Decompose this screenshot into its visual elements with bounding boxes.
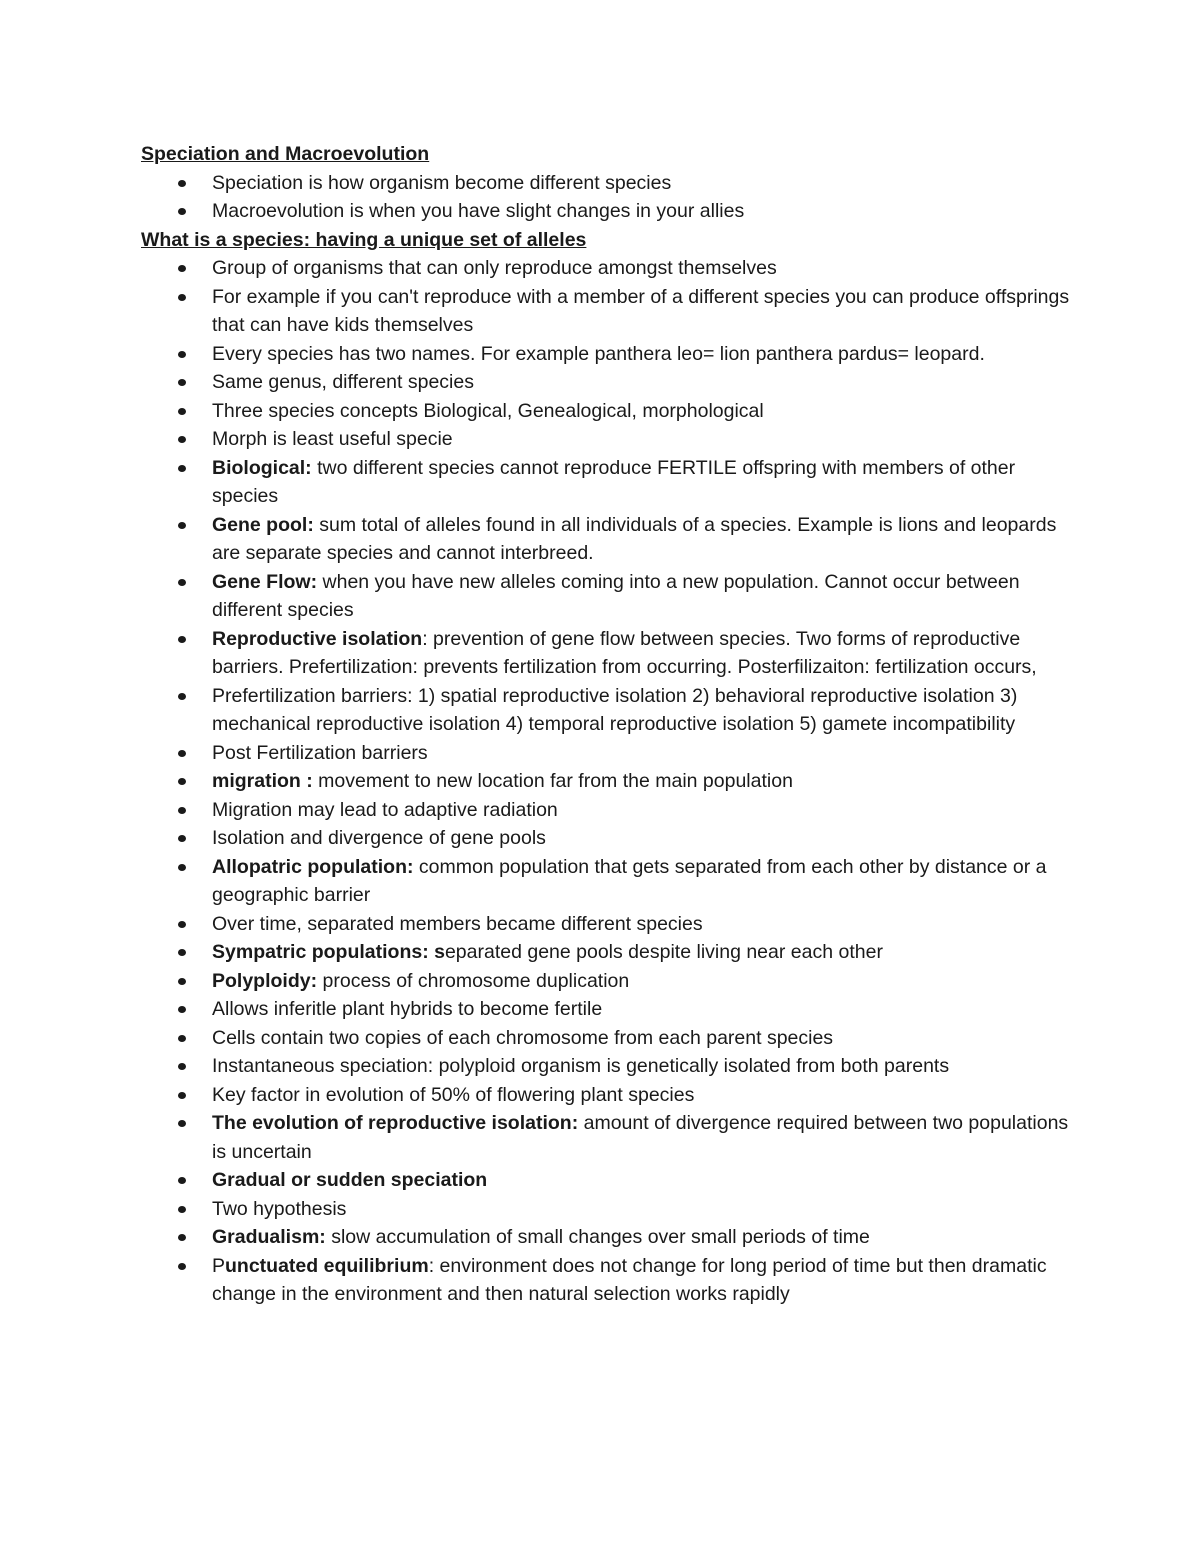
text-run: Macroevolution is when you have slight changes in your allies (212, 200, 745, 222)
bullet-icon (178, 1035, 186, 1042)
bullet-icon (178, 579, 186, 586)
bullet-icon (178, 978, 186, 985)
bullet-icon (178, 1206, 186, 1213)
list-item (141, 682, 1071, 739)
list-item (141, 1052, 1071, 1081)
bullet-icon (178, 1177, 186, 1184)
list-item (141, 425, 1071, 454)
text-run: eparated gene pools despite living near each other (444, 941, 883, 963)
list-item (141, 1166, 1071, 1195)
bullet-icon (178, 1263, 186, 1270)
text-run: Post Fertilization barriers (212, 741, 428, 764)
bullet-icon (178, 693, 186, 700)
list-item (141, 1109, 1071, 1166)
section-heading: Speciation and Macroevolution (141, 143, 430, 165)
list-item (141, 1195, 1071, 1224)
bullet-icon (178, 351, 186, 358)
bullet-icon (178, 379, 186, 386)
list-item (141, 1223, 1071, 1252)
list-item-text (212, 1112, 1068, 1163)
bullet-icon (178, 436, 186, 443)
bullet-icon (178, 408, 186, 415)
list-item (141, 340, 1071, 369)
list-item (141, 368, 1071, 397)
text-run: Isolation and divergence of gene pools (212, 827, 546, 849)
list-item-text (212, 941, 883, 963)
text-run: Cells contain two copies of each chromosome from each parent species (212, 1026, 834, 1049)
bullet-icon (178, 636, 186, 643)
list-item-text (212, 1169, 487, 1191)
list-item-text (212, 628, 1037, 679)
bullet-icon (178, 1006, 186, 1013)
text-run: Group of organisms that can only reproduce amongst themselves (212, 257, 777, 279)
list-item-text (212, 770, 793, 792)
list-item-text (212, 1055, 949, 1077)
bold-term: unctuated equilibrium (225, 1254, 429, 1277)
list-item-text (212, 1226, 870, 1248)
list-item (141, 995, 1071, 1024)
bold-term: Polyploidy: (212, 969, 318, 992)
list-item (141, 824, 1071, 853)
list-item-text (212, 571, 1020, 622)
text-run: Speciation is how organism become different species (212, 171, 672, 194)
text-run: Same genus, different species (212, 371, 474, 393)
list-item-text (212, 856, 1047, 907)
list-item (141, 767, 1071, 796)
document-page (141, 140, 1071, 1309)
bold-term: migration : (212, 770, 313, 792)
list-item-text (212, 257, 777, 279)
bullet-icon (178, 750, 186, 757)
text-run: P (212, 1254, 226, 1277)
bullet-icon (178, 1092, 186, 1099)
list-item-text (212, 1255, 1047, 1306)
list-item (141, 796, 1071, 825)
bold-term: Biological: (212, 456, 312, 479)
list-item-text (212, 998, 602, 1020)
text-run: slow accumulation of small changes over small periods of time (325, 1226, 870, 1248)
list-item (141, 454, 1071, 511)
text-run: : prevention of gene flow between species. Two forms of reproductive barriers. Prefertilization: prevents fertilization from occurring. Posterfilizaiton: fertilization occurs, (212, 627, 1037, 678)
list-item (141, 254, 1071, 283)
list-item-text (212, 343, 985, 365)
list-item-text (212, 970, 629, 992)
list-item-text (212, 827, 546, 849)
list-item (141, 625, 1071, 682)
list-item (141, 568, 1071, 625)
list-item (141, 511, 1071, 568)
text-run: : environment does not change for long period of time but then dramatic change in the environment and then natural selection works rapidly (212, 1254, 1047, 1305)
bullet-list (141, 169, 1071, 226)
bullet-icon (178, 921, 186, 928)
bold-term: Gradualism: (212, 1226, 326, 1248)
text-run: Allows inferitle plant hybrids to become fertile (212, 998, 603, 1020)
bullet-icon (178, 180, 186, 187)
list-item-text (212, 799, 558, 821)
bullet-icon (178, 1234, 186, 1241)
list-item-text (212, 1084, 694, 1106)
bullet-list (141, 254, 1071, 1309)
bold-term: Allopatric population: (212, 855, 414, 878)
bold-term: Reproductive isolation (212, 627, 423, 650)
list-item-text (212, 1027, 833, 1049)
bold-term: The evolution of reproductive isolation: (212, 1112, 579, 1134)
text-run: Prefertilization barriers: 1) spatial reproductive isolation 2) behavioral reproductive isolation 3) mechanical reproductive isolation 4) temporal reproductive isolation 5) gamete incompatibility (212, 684, 1018, 735)
list-item (141, 1081, 1071, 1110)
list-item (141, 739, 1071, 768)
bullet-icon (178, 864, 186, 871)
list-item-text (212, 172, 671, 194)
text-run: Two hypothesis (212, 1197, 347, 1220)
bullet-icon (178, 294, 186, 301)
text-run: Three species concepts Biological, Genealogical, morphological (212, 399, 764, 422)
list-item-text (212, 742, 428, 764)
text-run: common population that gets separated from each other by distance or a geographic barrier (212, 855, 1047, 906)
text-run: Key factor in evolution of 50% of flowering plant species (212, 1083, 695, 1106)
bold-term: Sympatric populations: s (212, 941, 445, 963)
list-item (141, 1024, 1071, 1053)
bullet-icon (178, 778, 186, 785)
bullet-icon (178, 522, 186, 529)
bold-term: Gene pool: (212, 513, 314, 536)
bullet-icon (178, 1063, 186, 1070)
list-item-text (212, 514, 1056, 565)
text-run: when you have new alleles coming into a new population. Cannot occur between different species (212, 570, 1020, 621)
bullet-icon (178, 949, 186, 956)
list-item-text (212, 1198, 346, 1220)
list-item (141, 283, 1071, 340)
text-run: Instantaneous speciation: polyploid organism is genetically isolated from both parents (212, 1055, 950, 1077)
list-item (141, 910, 1071, 939)
list-item (141, 397, 1071, 426)
bullet-icon (178, 208, 186, 215)
bold-term: Gradual or sudden speciation (212, 1169, 488, 1191)
text-run: Over time, separated members became different species (212, 912, 703, 935)
text-run: process of chromosome duplication (317, 969, 630, 992)
text-run: sum total of alleles found in all individuals of a species. Example is lions and leopards are separate species and cannot interbreed. (212, 513, 1057, 564)
list-item-text (212, 685, 1017, 736)
list-item (141, 938, 1071, 967)
list-item (141, 853, 1071, 910)
text-run: Migration may lead to adaptive radiation (212, 798, 558, 821)
text-run: amount of divergence required between two populations is uncertain (212, 1112, 1069, 1163)
section-heading: What is a species: having a unique set of alleles (141, 228, 587, 251)
list-item (141, 1252, 1071, 1309)
list-item-text (212, 913, 703, 935)
list-item-text (212, 371, 474, 393)
bullet-icon (178, 807, 186, 814)
bullet-icon (178, 265, 186, 272)
text-run: For example if you can't reproduce with a member of a different species you can produce offsprings that can have kids themselves (212, 285, 1070, 336)
text-run: two different species cannot reproduce FERTILE offspring with members of other species (212, 456, 1016, 507)
list-item-text (212, 457, 1015, 508)
list-item (141, 169, 1071, 198)
list-item-text (212, 400, 764, 422)
list-item-text (212, 200, 744, 222)
bullet-icon (178, 1120, 186, 1127)
text-run: movement to new location far from the main population (312, 770, 793, 792)
list-item-text (212, 428, 453, 450)
list-item (141, 197, 1071, 226)
bold-term: Gene Flow: (212, 570, 318, 593)
text-run: Every species has two names. For example panthera leo= lion panthera pardus= leopard. (212, 342, 985, 365)
bullet-icon (178, 465, 186, 472)
list-item-text (212, 286, 1069, 337)
text-run: Morph is least useful specie (212, 428, 453, 450)
bullet-icon (178, 835, 186, 842)
list-item (141, 967, 1071, 996)
